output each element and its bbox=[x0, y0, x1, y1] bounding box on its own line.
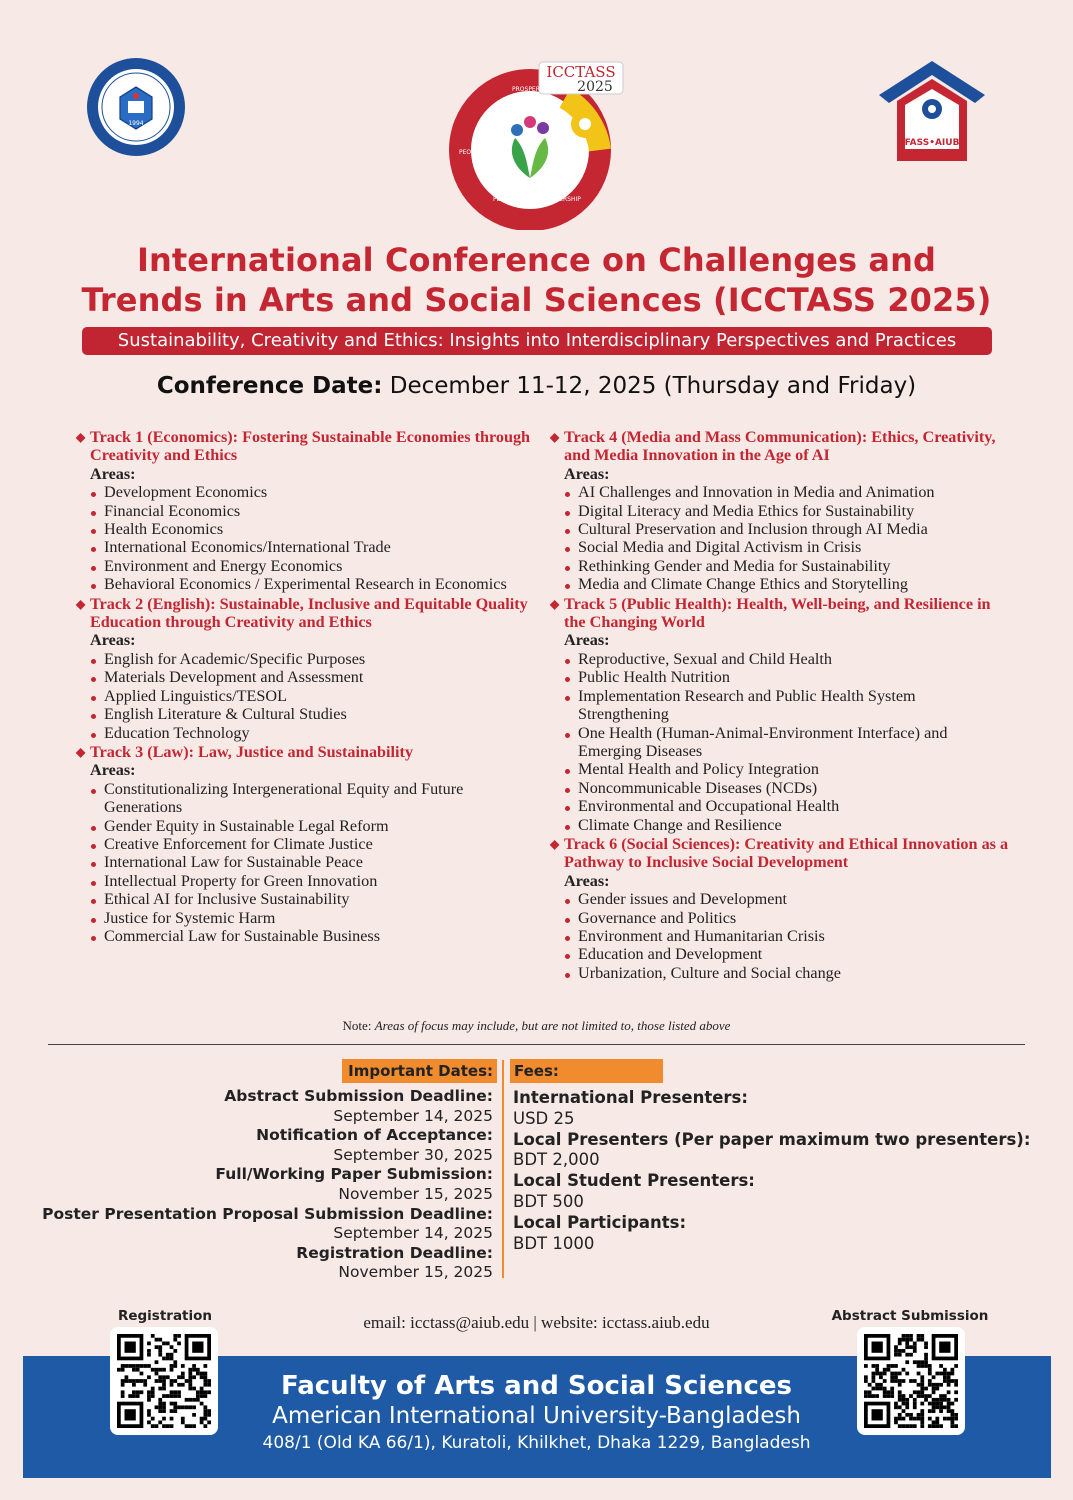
important-dates-item-label: Poster Presentation Proposal Submission Deadline: bbox=[42, 1204, 493, 1223]
track-areas-list bbox=[550, 650, 1010, 834]
tracks-right-column bbox=[550, 428, 1010, 983]
track-block bbox=[76, 428, 536, 594]
logo-label-partnership: PARTNERSHIP bbox=[540, 196, 581, 203]
list-item: Commercial Law for Sustainable Business bbox=[104, 927, 536, 945]
list-item: Environmental and Occupational Health bbox=[578, 797, 1010, 815]
important-dates-item-value: September 14, 2025 bbox=[333, 1224, 493, 1243]
fees-item-label: Local Participants: bbox=[513, 1212, 687, 1232]
areas-label: Areas: bbox=[90, 464, 136, 483]
areas-label: Areas: bbox=[564, 631, 610, 650]
list-item: Gender issues and Development bbox=[578, 890, 1010, 908]
abstract-qr-label: Abstract Submission bbox=[831, 1308, 989, 1324]
logo-year-text: 2025 bbox=[577, 79, 613, 95]
list-item: Digital Literacy and Media Ethics for Sustainability bbox=[578, 502, 1010, 520]
important-dates-item-label: Full/Working Paper Submission: bbox=[215, 1165, 493, 1184]
list-item: English for Academic/Specific Purposes bbox=[104, 650, 536, 668]
track-areas-list bbox=[76, 650, 536, 742]
conference-date-value: December 11-12, 2025 (Thursday and Friday) bbox=[382, 373, 917, 399]
list-item: Mental Health and Policy Integration bbox=[578, 760, 1010, 778]
fees-item-value: BDT 500 bbox=[513, 1191, 584, 1211]
fees-item-value: USD 25 bbox=[513, 1108, 575, 1128]
fees-item-value: BDT 2,000 bbox=[513, 1150, 600, 1170]
footer-faculty: Faculty of Arts and Social Sciences bbox=[280, 1371, 793, 1401]
logo-label-planet: PLANET bbox=[493, 196, 517, 203]
track-block bbox=[550, 595, 1010, 834]
track-areas-list bbox=[550, 483, 1010, 593]
areas-note bbox=[0, 1018, 1073, 1034]
icctass-logo bbox=[445, 58, 630, 230]
track-block bbox=[550, 835, 1010, 982]
important-dates-item-label: Abstract Submission Deadline: bbox=[224, 1087, 493, 1105]
list-item: Gender Equity in Sustainable Legal Reform bbox=[104, 817, 536, 835]
list-item: Ethical AI for Inclusive Sustainability bbox=[104, 890, 536, 908]
areas-label: Areas: bbox=[90, 631, 136, 650]
svg-text:1994: 1994 bbox=[128, 120, 144, 127]
list-item: Urbanization, Culture and Social change bbox=[578, 964, 1010, 982]
fees-item-value: BDT 1000 bbox=[513, 1233, 595, 1253]
fees-label: Fees: bbox=[510, 1059, 663, 1083]
track-title: ◆ Track 4 (Media and Mass Communication): Ethics, Creativity, and Media Innovation in the Age of AI bbox=[550, 428, 1010, 465]
list-item: Financial Economics bbox=[104, 502, 536, 520]
fass-logo bbox=[875, 57, 990, 165]
footer-university: American International University-Bangladesh bbox=[272, 1403, 801, 1429]
track-block bbox=[550, 428, 1010, 594]
list-item: Implementation Research and Public Health System Strengthening bbox=[578, 687, 1010, 724]
list-item: Behavioral Economics / Experimental Research in Economics bbox=[104, 575, 536, 593]
fees-list bbox=[513, 1088, 1033, 1254]
contact-info[interactable]: email: icctass@aiub.edu | website: icctass.aiub.edu bbox=[363, 1313, 710, 1332]
list-item: Reproductive, Sexual and Child Health bbox=[578, 650, 1010, 668]
fees-item-label: Local Student Presenters: bbox=[513, 1171, 755, 1191]
dates-fees-separator bbox=[502, 1060, 504, 1278]
list-item: Development Economics bbox=[104, 483, 536, 501]
fees-item-label: Local Presenters (Per paper maximum two presenters): bbox=[513, 1129, 1031, 1149]
important-dates-item-value: September 30, 2025 bbox=[333, 1145, 493, 1164]
list-item: Intellectual Property for Green Innovation bbox=[104, 872, 536, 890]
track-areas-list bbox=[550, 890, 1010, 982]
list-item: Constitutionalizing Intergenerational Equity and Future Generations bbox=[104, 780, 536, 817]
list-item: Creative Enforcement for Climate Justice bbox=[104, 835, 536, 853]
important-dates-item-value: November 15, 2025 bbox=[338, 1184, 493, 1203]
list-item: Cultural Preservation and Inclusion through AI Media bbox=[578, 520, 1010, 538]
conference-title bbox=[40, 240, 1033, 320]
list-item: Public Health Nutrition bbox=[578, 668, 1010, 686]
note-prefix: Note: bbox=[342, 1018, 375, 1033]
important-dates-label: Important Dates: bbox=[342, 1059, 497, 1083]
list-item: Climate Change and Resilience bbox=[578, 816, 1010, 834]
note-text: Areas of focus may include, but are not limited to, those listed above bbox=[374, 1018, 731, 1033]
track-title: ◆ Track 6 (Social Sciences): Creativity and Ethical Innovation as a Pathway to Inclusive Social Development bbox=[550, 835, 1010, 872]
track-title: ◆ Track 2 (English): Sustainable, Inclusive and Equitable Quality Education through Creativity and Ethics bbox=[76, 595, 536, 632]
conference-date-label: Conference Date: bbox=[156, 373, 383, 399]
list-item: Rethinking Gender and Media for Sustainability bbox=[578, 557, 1010, 575]
title-line-2: Trends in Arts and Social Sciences (ICCTASS 2025) bbox=[81, 281, 992, 319]
list-item: Social Media and Digital Activism in Crisis bbox=[578, 538, 1010, 556]
list-item: Health Economics bbox=[104, 520, 536, 538]
list-item: AI Challenges and Innovation in Media and Animation bbox=[578, 483, 1010, 501]
track-areas-list bbox=[76, 780, 536, 946]
important-dates-list bbox=[40, 1087, 493, 1283]
logo-title-text: ICCTASS bbox=[546, 63, 616, 81]
track-title: ◆ Track 1 (Economics): Fostering Sustainable Economies through Creativity and Ethics bbox=[76, 428, 536, 465]
logo-label-prosperity: PROSPERITY bbox=[512, 86, 549, 93]
qr-code-icon bbox=[864, 1334, 958, 1428]
list-item: Environment and Humanitarian Crisis bbox=[578, 927, 1010, 945]
list-item: Education and Development bbox=[578, 945, 1010, 963]
logo-label-people: PEOPLE bbox=[459, 149, 482, 156]
list-item: Noncommunicable Diseases (NCDs) bbox=[578, 779, 1010, 797]
list-item: Media and Climate Change Ethics and Storytelling bbox=[578, 575, 1010, 593]
aiub-logo bbox=[86, 57, 186, 157]
tracks-left-column bbox=[76, 428, 536, 946]
list-item: International Economics/International Trade bbox=[104, 538, 536, 556]
areas-label: Areas: bbox=[90, 761, 136, 780]
list-item: Education Technology bbox=[104, 724, 536, 742]
list-item: Applied Linguistics/TESOL bbox=[104, 687, 536, 705]
important-dates-item-label: Notification of Acceptance: bbox=[256, 1126, 493, 1145]
list-item: One Health (Human-Animal-Environment Interface) and Emerging Diseases bbox=[578, 724, 1010, 761]
abstract-submission-qr-code[interactable] bbox=[857, 1327, 965, 1435]
fass-logo-text: FASS•AIUB bbox=[904, 138, 960, 148]
qr-code-icon bbox=[117, 1334, 211, 1428]
list-item: Materials Development and Assessment bbox=[104, 668, 536, 686]
list-item: International Law for Sustainable Peace bbox=[104, 853, 536, 871]
registration-qr-label: Registration bbox=[117, 1308, 213, 1324]
track-areas-list bbox=[76, 483, 536, 593]
theme-banner: Sustainability, Creativity and Ethics: Insights into Interdisciplinary Perspectives and Practices bbox=[82, 327, 992, 355]
list-item: Environment and Energy Economics bbox=[104, 557, 536, 575]
fees-item-label: International Presenters: bbox=[513, 1088, 748, 1107]
section-divider bbox=[48, 1044, 1025, 1045]
footer-address: 408/1 (Old KA 66/1), Kuratoli, Khilkhet, Dhaka 1229, Bangladesh bbox=[262, 1433, 811, 1453]
areas-label: Areas: bbox=[564, 871, 610, 890]
title-line-1: International Conference on Challenges and bbox=[137, 241, 936, 279]
list-item: English Literature & Cultural Studies bbox=[104, 705, 536, 723]
conference-date bbox=[40, 373, 1033, 399]
track-title: ◆ Track 3 (Law): Law, Justice and Sustainability bbox=[76, 743, 536, 761]
list-item: Governance and Politics bbox=[578, 909, 1010, 927]
list-item: Justice for Systemic Harm bbox=[104, 909, 536, 927]
track-block bbox=[76, 595, 536, 742]
track-block bbox=[76, 743, 536, 945]
track-title: ◆ Track 5 (Public Health): Health, Well-being, and Resilience in the Changing World bbox=[550, 595, 1010, 632]
important-dates-item-label: Registration Deadline: bbox=[296, 1243, 493, 1262]
important-dates-item-value: November 15, 2025 bbox=[338, 1263, 493, 1282]
areas-label: Areas: bbox=[564, 464, 610, 483]
important-dates-item-value: September 14, 2025 bbox=[333, 1106, 493, 1125]
